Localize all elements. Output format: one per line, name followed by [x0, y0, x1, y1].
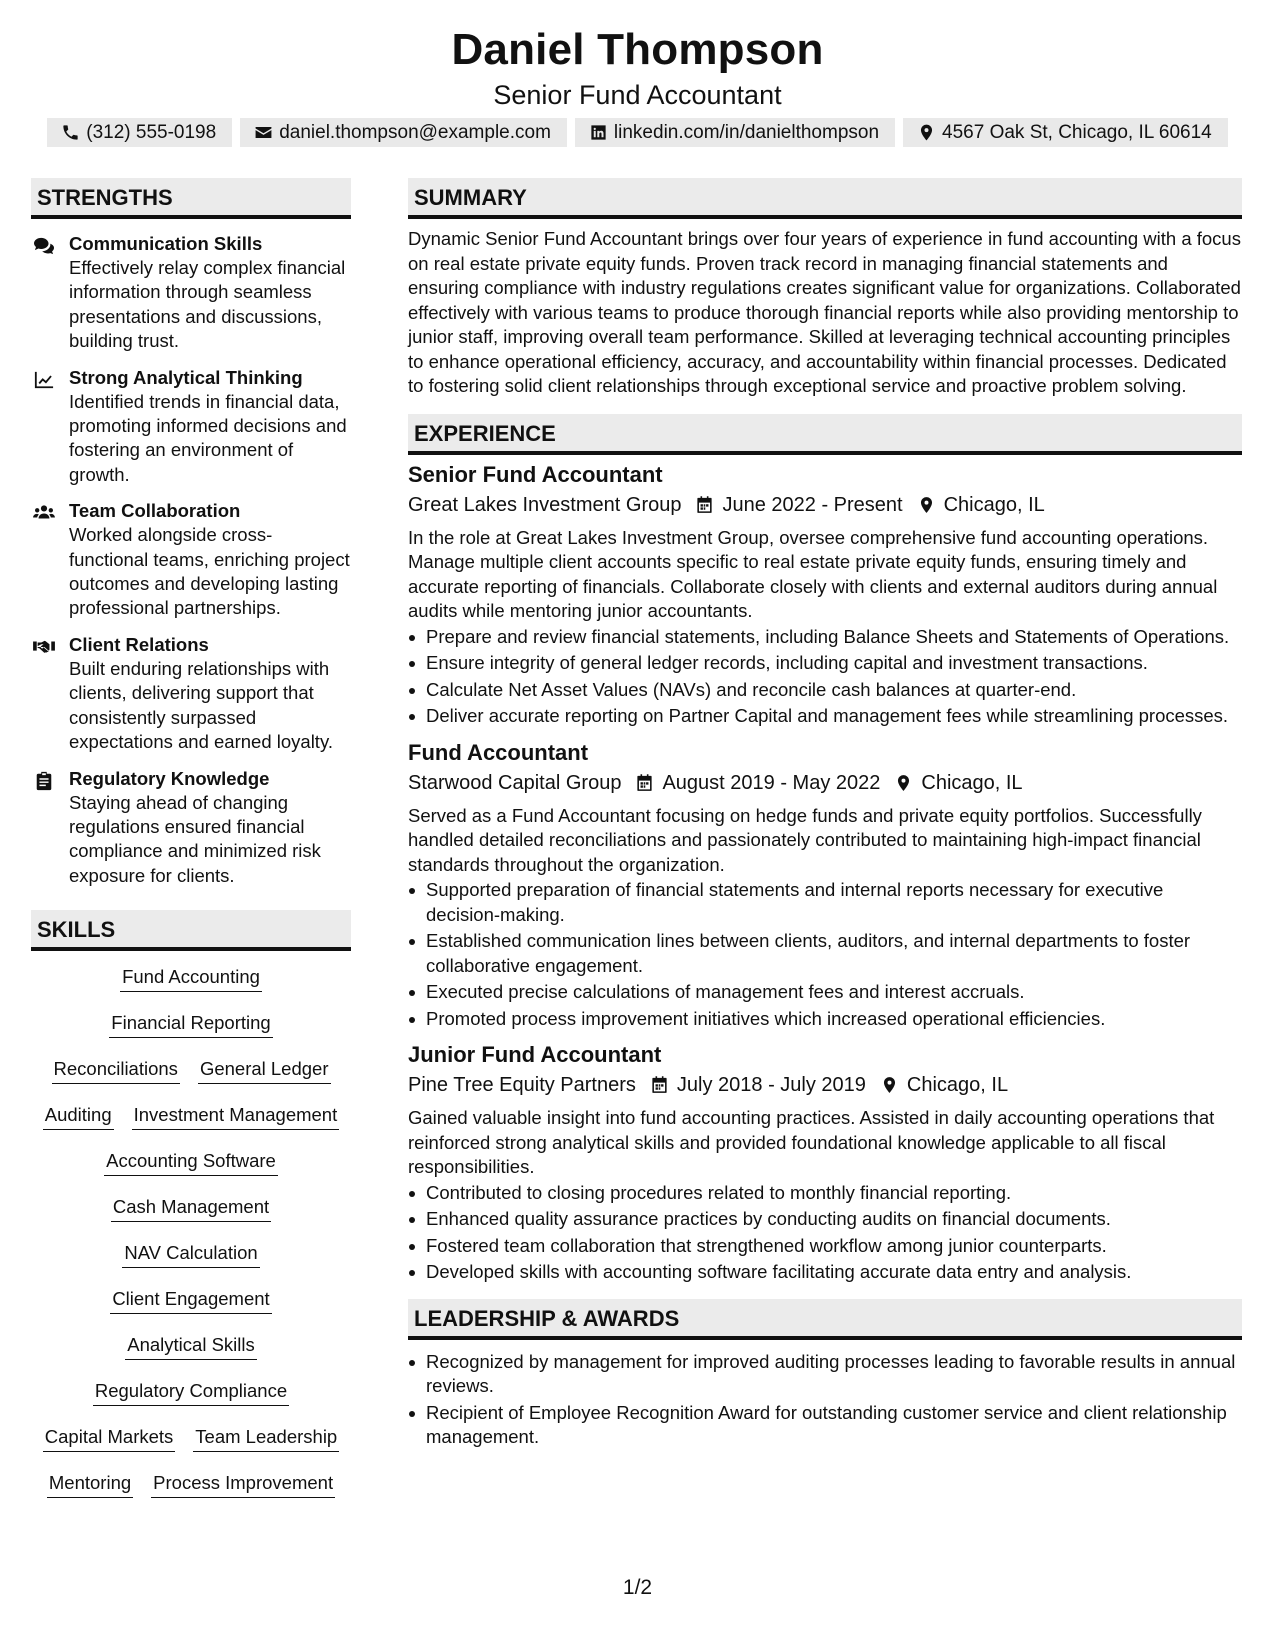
job-bullet: Enhanced quality assurance practices by conducting audits on financial documents.: [408, 1207, 1242, 1232]
map-marker-icon: [917, 495, 936, 515]
job-description: In the role at Great Lakes Investment Group, oversee comprehensive fund accounting operations. Manage multiple client accounts specific to real estate private equity funds, ensuring timely and accurate reporting of financials. Collaborate closely with clients and external auditors during annual audits while mentoring junior accountants.: [408, 526, 1218, 621]
calendar-icon: [635, 773, 654, 793]
skill-tag: Regulatory Compliance: [93, 1377, 289, 1406]
job-meta: [408, 769, 1242, 797]
strength-desc: Built enduring relationships with clients, delivering support that consistently surpassed expectations and earned loyalty.: [69, 657, 333, 753]
linkedin-icon: [589, 123, 608, 142]
job-bullet: Executed precise calculations of management fees and interest accruals.: [408, 980, 1242, 1005]
right-column: [408, 178, 1242, 1452]
job-location: Chicago, IL: [943, 493, 1045, 516]
strength-title: Regulatory Knowledge: [69, 767, 270, 789]
skill-tag: NAV Calculation: [122, 1239, 259, 1268]
strength-item: [31, 499, 351, 621]
job-dates: June 2022 - Present: [722, 493, 903, 516]
job-bullet: Established communication lines between clients, auditors, and internal departments to foster collaborative engagement.: [408, 929, 1242, 978]
map-marker-icon: [894, 773, 913, 793]
job-bullet: Promoted process improvement initiatives which increased operational efficiencies.: [408, 1007, 1242, 1032]
strength-item: [31, 366, 351, 488]
envelope-icon: [254, 123, 273, 142]
skill-tag: Auditing: [43, 1101, 114, 1130]
contact-linkedin[interactable]: [575, 118, 895, 147]
handshake-icon: [33, 637, 55, 657]
job-entry: [408, 739, 1242, 1032]
resume-header: [0, 22, 1275, 147]
job-bullet: Calculate Net Asset Values (NAVs) and reconcile cash balances at quarter-end.: [408, 678, 1242, 703]
users-icon: [33, 503, 55, 523]
skill-tag: Mentoring: [47, 1469, 133, 1498]
award-item: Recognized by management for improved auditing processes leading to favorable results in annual reviews.: [408, 1350, 1242, 1399]
calendar-icon: [650, 1075, 669, 1095]
skill-tag: Capital Markets: [43, 1423, 176, 1452]
strength-title: Client Relations: [69, 633, 209, 655]
contact-address[interactable]: [903, 118, 1228, 147]
strength-desc: Effectively relay complex financial information through seamless presentations and discussions, building trust.: [69, 257, 346, 352]
job-entry: [408, 461, 1242, 729]
contact-address-text: 4567 Oak St, Chicago, IL 60614: [942, 121, 1212, 143]
job-location: Chicago, IL: [921, 771, 1023, 794]
skill-tag: Process Improvement: [151, 1469, 335, 1498]
contact-bar: [0, 118, 1275, 147]
job-meta: [408, 491, 1242, 519]
left-column: [31, 178, 351, 1515]
awards-list: [408, 1350, 1242, 1450]
comments-icon: [33, 236, 55, 256]
chart-line-icon: [33, 370, 55, 390]
contact-email-text: daniel.thompson@example.com: [279, 121, 551, 143]
strength-desc: Staying ahead of changing regulations ensured financial compliance and minimized risk exposure for clients.: [69, 791, 321, 886]
experience-heading: EXPERIENCE: [408, 414, 1242, 455]
skill-tag: Accounting Software: [104, 1147, 278, 1176]
skill-tag: Financial Reporting: [109, 1009, 272, 1038]
strength-title: Communication Skills: [69, 233, 263, 254]
map-marker-icon: [880, 1075, 899, 1095]
skill-tag: Client Engagement: [110, 1285, 271, 1314]
job-company: Pine Tree Equity Partners: [408, 1074, 636, 1096]
strength-title: Team Collaboration: [69, 500, 241, 522]
page-number: 1/2: [622, 1576, 653, 1599]
map-marker-icon: [917, 123, 936, 142]
skill-tag: Fund Accounting: [120, 963, 262, 992]
job-bullet: Supported preparation of financial statements and internal reports necessary for executive decision-making.: [408, 878, 1242, 927]
job-title: Fund Accountant: [408, 739, 589, 765]
strengths-heading: STRENGTHS: [31, 178, 351, 219]
candidate-name: Daniel Thompson: [451, 25, 824, 74]
strength-item: [31, 767, 351, 889]
skill-tag: Team Leadership: [193, 1423, 339, 1452]
strength-item: [31, 633, 351, 755]
summary-heading: SUMMARY: [408, 178, 1242, 219]
skill-tag: Cash Management: [111, 1193, 271, 1222]
job-title: Senior Fund Accountant: [408, 461, 663, 487]
skills-heading: SKILLS: [31, 910, 351, 951]
summary-text: Dynamic Senior Fund Accountant brings over four years of experience in fund accounting with a focus on real estate private equity funds. Proven track record in managing financial statements and ensuring compliance with industry regulations creates significant value for organizations. Collaborated effectively with various teams to produce thorough financial reports while also providing mentorship to junior staff, improving overall team performance. Skilled at leveraging technical accounting principles to enhance operational efficiency, accuracy, and accountability within financial processes. Dedicated to fostering solid client relationships through exceptional service and proactive problem solving.: [408, 228, 1241, 396]
job-bullets: [408, 1181, 1242, 1285]
skills-list: [31, 963, 351, 1515]
job-bullet: Developed skills with accounting software facilitating accurate data entry and analysis.: [408, 1260, 1242, 1285]
skill-tag: Investment Management: [132, 1101, 340, 1130]
job-dates: July 2018 - July 2019: [676, 1074, 866, 1096]
job-dates: August 2019 - May 2022: [662, 771, 881, 794]
skill-tag: Reconciliations: [52, 1055, 180, 1084]
job-bullet: Deliver accurate reporting on Partner Capital and management fees while streamlining processes.: [408, 704, 1242, 729]
job-description: Gained valuable insight into fund accounting practices. Assisted in daily accounting operations that reinforced strong analytical skills and provided foundational knowledge applicable to all fiscal responsibilities.: [408, 1107, 1215, 1177]
job-location: Chicago, IL: [906, 1074, 1009, 1096]
job-bullet: Prepare and review financial statements, including Balance Sheets and Statements of Operations.: [408, 625, 1242, 650]
strength-desc: Identified trends in financial data, promoting informed decisions and fostering an environment of growth.: [69, 390, 347, 485]
contact-phone-text: (312) 555-0198: [86, 121, 217, 143]
job-bullets: [408, 625, 1242, 729]
job-company: Starwood Capital Group: [408, 771, 622, 794]
job-bullet: Contributed to closing procedures related to monthly financial reporting.: [408, 1181, 1242, 1206]
job-title: Junior Fund Accountant: [408, 1042, 662, 1067]
job-description: Served as a Fund Accountant focusing on hedge funds and private equity portfolios. Successfully handled detailed reconciliations and passionately contributed to maintaining high-impact financial standards throughout the organization.: [408, 804, 1202, 875]
job-company: Great Lakes Investment Group: [408, 493, 682, 516]
calendar-icon: [695, 495, 714, 515]
strengths-list: [31, 232, 351, 888]
awards-heading: LEADERSHIP & AWARDS: [408, 1299, 1242, 1340]
strength-desc: Worked alongside cross-functional teams, enriching project outcomes and developing lasting professional partnerships.: [69, 524, 350, 619]
job-bullets: [408, 878, 1242, 1031]
candidate-title: Senior Fund Accountant: [493, 80, 782, 110]
contact-linkedin-text: linkedin.com/in/danielthompson: [613, 121, 880, 143]
job-meta: [408, 1071, 1242, 1099]
contact-phone[interactable]: [47, 118, 232, 147]
skill-tag: General Ledger: [198, 1055, 331, 1084]
award-item: Recipient of Employee Recognition Award for outstanding customer service and client relationship management.: [408, 1401, 1242, 1450]
job-bullet: Ensure integrity of general ledger records, including capital and investment transactions.: [408, 651, 1242, 676]
strength-item: [31, 232, 351, 354]
strength-title: Strong Analytical Thinking: [69, 366, 303, 388]
job-bullet: Fostered team collaboration that strengthened workflow among junior counterparts.: [408, 1234, 1242, 1259]
skill-tag: Analytical Skills: [125, 1331, 257, 1360]
contact-email[interactable]: [240, 118, 567, 147]
clipboard-icon: [33, 771, 55, 791]
job-entry: [408, 1041, 1242, 1285]
phone-icon: [61, 123, 80, 142]
